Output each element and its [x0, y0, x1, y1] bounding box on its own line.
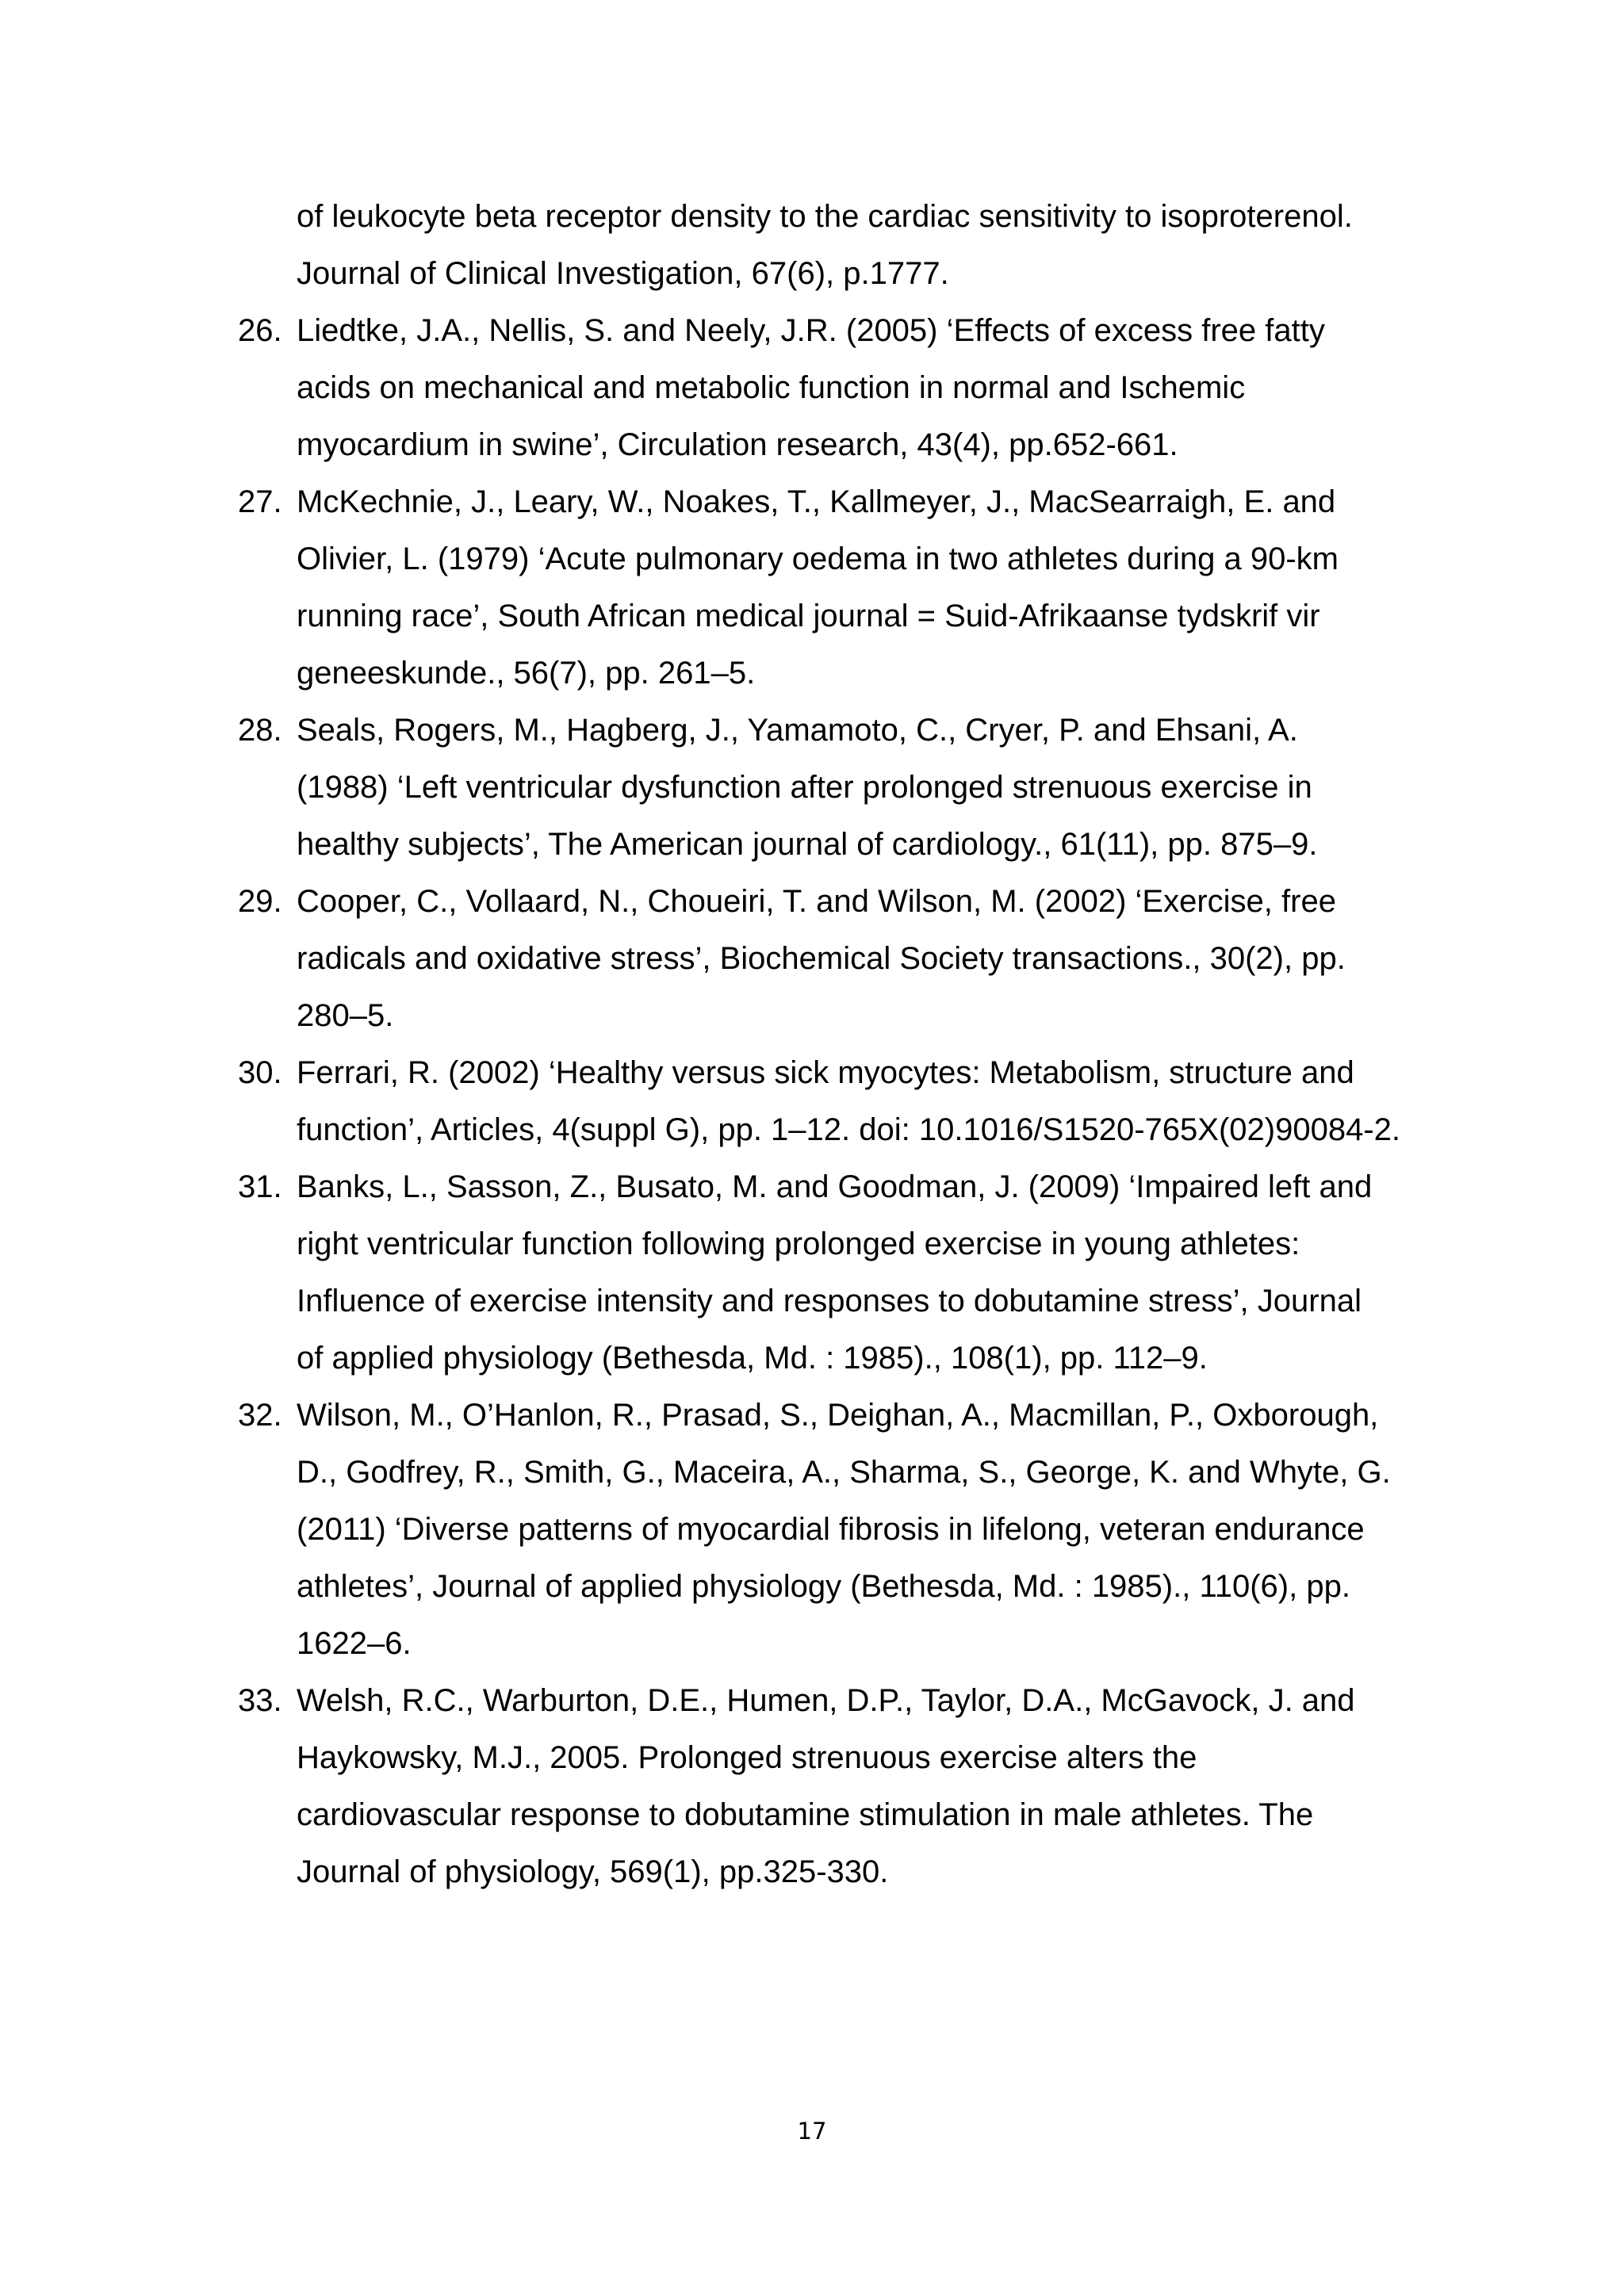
page-number: 17 — [797, 2118, 827, 2145]
reference-text-line: Welsh, R.C., Warburton, D.E., Humen, D.P., Taylor, D.A., McGavock, J. and — [297, 1683, 1355, 1718]
reference-number: 32. — [238, 1398, 282, 1433]
reference-number: 29. — [238, 884, 282, 919]
reference-text-line: athletes’, Journal of applied physiology (Bethesda, Md. : 1985)., 110(6), pp. — [297, 1569, 1350, 1604]
reference-text-line: radicals and oxidative stress’, Biochemical Society transactions., 30(2), pp. — [297, 941, 1346, 976]
reference-text-line: geneeskunde., 56(7), pp. 261–5. — [297, 656, 756, 691]
reference-text-line: Haykowsky, M.J., 2005. Prolonged strenuous exercise alters the — [297, 1740, 1197, 1775]
reference-text-line: D., Godfrey, R., Smith, G., Maceira, A., Sharma, S., George, K. and Whyte, G. — [297, 1455, 1391, 1490]
reference-number: 30. — [238, 1055, 282, 1090]
reference-text-line: Cooper, C., Vollaard, N., Choueiri, T. and Wilson, M. (2002) ‘Exercise, free — [297, 884, 1336, 919]
reference-text-line: Olivier, L. (1979) ‘Acute pulmonary oedema in two athletes during a 90-km — [297, 541, 1339, 576]
reference-number: 26. — [238, 313, 282, 348]
reference-number: 33. — [238, 1683, 282, 1718]
reference-text-line: of applied physiology (Bethesda, Md. : 1985)., 108(1), pp. 112–9. — [297, 1341, 1208, 1376]
reference-text-line: Ferrari, R. (2002) ‘Healthy versus sick myocytes: Metabolism, structure and — [297, 1055, 1354, 1090]
reference-text-line: Seals, Rogers, M., Hagberg, J., Yamamoto, C., Cryer, P. and Ehsani, A. — [297, 713, 1298, 748]
reference-text-line: cardiovascular response to dobutamine stimulation in male athletes. The — [297, 1797, 1314, 1832]
reference-text-line: of leukocyte beta receptor density to the cardiac sensitivity to isoproterenol. — [297, 199, 1353, 234]
reference-text-line: function’, Articles, 4(suppl G), pp. 1–12. doi: 10.1016/S1520-765X(02)90084-2. — [297, 1112, 1401, 1147]
reference-text-line: Liedtke, J.A., Nellis, S. and Neely, J.R. (2005) ‘Effects of excess free fatty — [297, 313, 1325, 348]
reference-text-line: (1988) ‘Left ventricular dysfunction after prolonged strenuous exercise in — [297, 770, 1312, 805]
reference-number: 28. — [238, 713, 282, 748]
reference-text-line: right ventricular function following prolonged exercise in young athletes: — [297, 1226, 1300, 1261]
reference-number: 31. — [238, 1169, 282, 1204]
reference-text-line: myocardium in swine’, Circulation research, 43(4), pp.652-661. — [297, 427, 1178, 462]
reference-text-line: McKechnie, J., Leary, W., Noakes, T., Kallmeyer, J., MacSearraigh, E. and — [297, 484, 1336, 519]
reference-text-line: Journal of Clinical Investigation, 67(6), p.1777. — [297, 256, 949, 291]
reference-text-line: running race’, South African medical journal = Suid-Afrikaanse tydskrif vir — [297, 599, 1320, 633]
reference-text-line: Banks, L., Sasson, Z., Busato, M. and Goodman, J. (2009) ‘Impaired left and — [297, 1169, 1373, 1204]
reference-text-line: 1622–6. — [297, 1626, 412, 1661]
reference-number: 27. — [238, 484, 282, 519]
reference-text-line: acids on mechanical and metabolic function in normal and Ischemic — [297, 370, 1246, 405]
reference-text-line: Influence of exercise intensity and responses to dobutamine stress’, Journal — [297, 1284, 1362, 1318]
reference-text-line: Wilson, M., O’Hanlon, R., Prasad, S., Deighan, A., Macmillan, P., Oxborough, — [297, 1398, 1379, 1433]
reference-text-line: Journal of physiology, 569(1), pp.325-330. — [297, 1854, 889, 1889]
reference-text-line: 280–5. — [297, 998, 394, 1033]
reference-text-line: (2011) ‘Diverse patterns of myocardial fibrosis in lifelong, veteran endurance — [297, 1512, 1365, 1547]
reference-text-line: healthy subjects’, The American journal of cardiology., 61(11), pp. 875–9. — [297, 827, 1318, 862]
